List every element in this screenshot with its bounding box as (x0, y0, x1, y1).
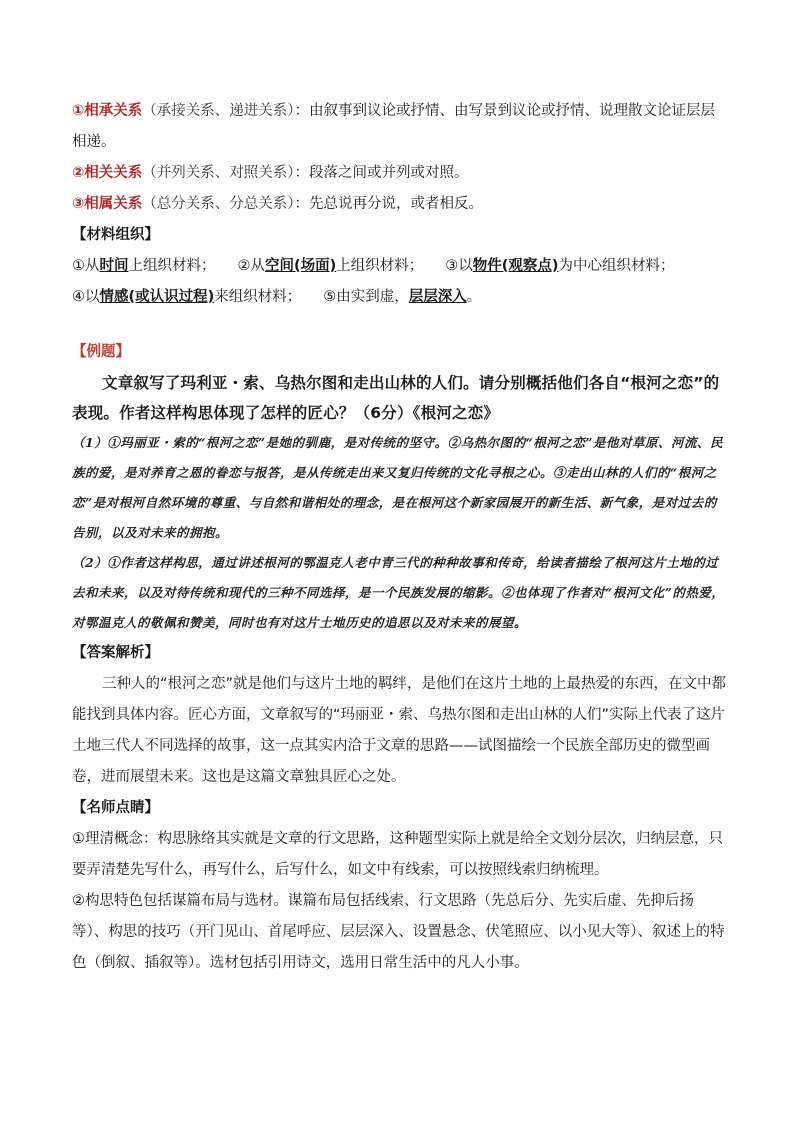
relation-desc: ：由叙事到议论或抒情、由写景到议论或抒情、说理散文论证层层相递。 (72, 103, 716, 150)
material-item-5: ⑤由实到虚，层层深入。 (323, 289, 482, 305)
material-line-2 (72, 282, 728, 313)
relation-desc: ：先总说再分说，或者相反。 (294, 196, 484, 212)
material-item-2: ②从空间(场面)上组织材料； (237, 258, 424, 274)
material-keyword: 物件(观察点) (472, 258, 559, 274)
example-question: 文章叙写了玛利亚・索、乌热尔图和走出山林的人们。请分别概括他们各自“根河之恋”的表现。作者这样构思体现了怎样的匠心？（6分）《根河之恋》 (72, 374, 720, 422)
example-answer-1: （1）①玛丽亚・索的“根河之恋”是她的驯鹿，是对传统的坚守。②乌热尔图的“根河之恋”是他对草原、河流、民族的爱，是对养育之恩的眷恋与报答，是从传统走出来又复归传统的文化寻根之心。③走出山林的人们的“根河之恋”是对根河自然环境的尊重、与自然和谐相处的理念，是在根河这个新家园展开的新生活、新气象，是对过去的告别，以及对未来的拥抱。 (72, 435, 723, 540)
material-heading: 【材料组织】 (72, 227, 159, 243)
document-page (72, 96, 728, 979)
material-item-3: ③以物件(观察点)为中心组织材料； (445, 258, 675, 274)
example-answer-2: （2）①作者这样构思，通过讲述根河的鄂温克人老中青三代的种种故事和传奇，给读者描绘了根河这片土地的过去和未来，以及对待传统和现代的三种不同选择，是一个民族发展的缩影。②也体现了作者对“根河文化”的热爱，对鄂温克人的敬佩和赞美，同时也有对这片土地历史的追思以及对未来的展望。 (72, 555, 725, 630)
material-line-1 (72, 251, 728, 282)
relation-note: （总分关系、分总关系） (142, 196, 295, 212)
material-keyword: 时间 (99, 258, 129, 274)
material-keyword: 空间(场面) (265, 258, 337, 274)
tips-paragraph-1: ①理清概念：构思脉络其实就是文章的行文思路，这种题型实际上就是给全文划分层次，归纳层意，只要弄清楚先写什么，再写什么，后写什么，如文中有线索，可以按照线索归纳梳理。 (72, 831, 723, 878)
relation-1 (72, 96, 728, 158)
material-keyword: 情感(或认识过程) (99, 289, 215, 305)
example-tag: 【例题】 (72, 344, 130, 360)
relation-note: （并列关系、对照关系） (142, 165, 295, 181)
relation-3 (72, 189, 728, 220)
relation-note: （承接关系、递进关系） (142, 103, 295, 119)
material-item-1: ①从时间上组织材料； (72, 258, 216, 274)
relation-title: ③相属关系 (72, 196, 143, 212)
analysis-heading: 【答案解析】 (72, 645, 159, 661)
material-item-4: ④以情感(或认识过程)来组织材料； (72, 289, 302, 305)
tips-heading: 【名师点睛】 (72, 800, 159, 816)
material-keyword: 层层深入 (408, 289, 467, 305)
relation-title: ①相承关系 (72, 103, 143, 119)
analysis-text: 三种人的“根河之恋”就是他们与这片土地的羁绊，是他们在这片土地的上最热爱的东西，在文中都能找到具体内容。匠心方面，文章叙写的“玛丽亚・索、乌热尔图和走出山林的人们”实际上代表了这片土地三代人不同选择的故事，这一点其实内洽于文章的思路——试图描绘一个民族全部历史的微型画卷，进而展望未来。这也是这篇文章独具匠心之处。 (72, 676, 727, 785)
tips-paragraph-2: ②构思特色包括谋篇布局与选材。谋篇布局包括线索、行文思路（先总后分、先实后虚、先抑后扬等）、构思的技巧（开门见山、首尾呼应、层层深入、设置悬念、伏笔照应、以小见大等）、叙述上的特色（倒叙、插叙等）。选材包括引用诗文，选用日常生活中的凡人小事。 (72, 893, 725, 971)
relation-2 (72, 158, 728, 189)
relation-title: ②相关关系 (72, 165, 143, 181)
relation-desc: ：段落之间或并列或对照。 (294, 165, 469, 181)
